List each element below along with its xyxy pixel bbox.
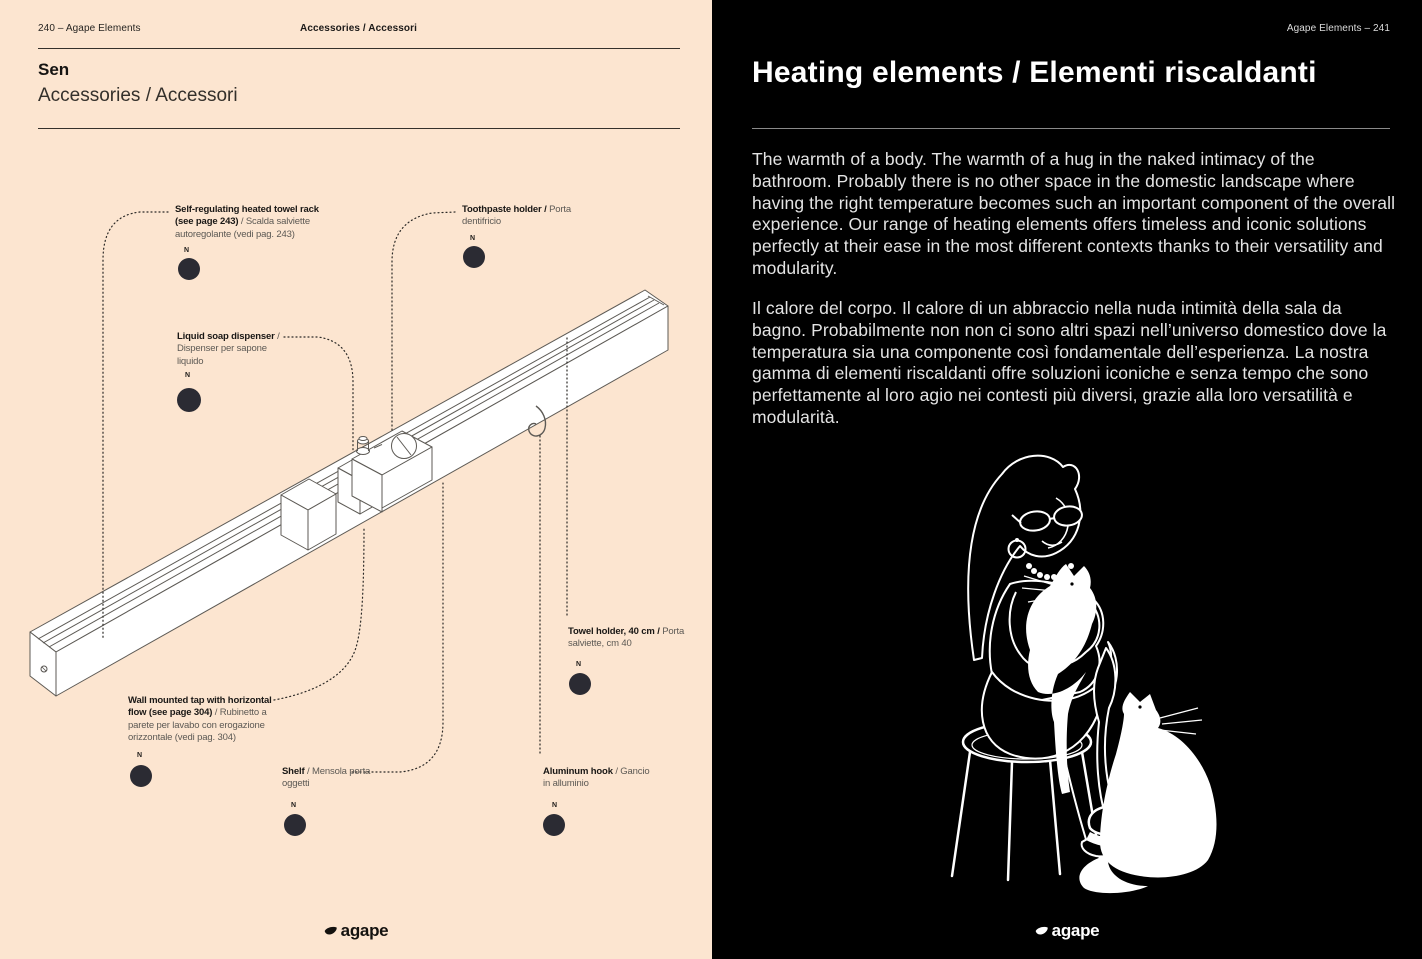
finish-code: N xyxy=(470,235,476,242)
section-title: Heating elements / Elementi riscaldanti xyxy=(752,56,1317,89)
finish-swatch xyxy=(463,246,485,268)
label-soap-dispenser: Liquid soap dispenser / Dispenser per sapone liquido xyxy=(177,331,280,367)
finish-swatch xyxy=(178,258,200,280)
intro-paragraph-en: The warmth of a body. The warmth of a hug in the naked intimacy of the bathroom. Probably there is no other space in the domestic landscape where having the right temperature becomes such an important component of the overall experience. Our range of heating elements offers timeless and iconic solutions perfectly at their ease in the most different contexts thanks to their versatility and modularity. xyxy=(752,149,1396,278)
agape-logo-text: agape xyxy=(340,921,389,940)
page-number-left: 240 – Agape Elements xyxy=(38,23,141,34)
finish-code: N xyxy=(137,752,143,759)
label-towel-holder: Towel holder, 40 cm / Porta salviette, cm 40 xyxy=(568,626,685,650)
finish-swatch xyxy=(177,388,201,412)
finish-swatch xyxy=(130,765,152,787)
agape-logo-text: agape xyxy=(1051,921,1100,940)
finish-code: N xyxy=(552,802,558,809)
agape-leaf-icon xyxy=(1035,926,1049,937)
label-aluminum-hook: Aluminum hook / Gancio in alluminio xyxy=(543,766,650,790)
running-head-left: Accessories / Accessori xyxy=(300,23,418,34)
page-right-heating-elements xyxy=(712,0,1422,959)
woman-with-cats-illustration xyxy=(712,0,1422,959)
intro-paragraph-it: Il calore del corpo. Il calore di un abbraccio nella nuda intimità della sala da bagno. Probabilmente non non ci sono altri spazi nell’universo domestico dove la temperatura sia una componente così fondamentale dell’esperienza. La nostra gamma di elementi riscaldanti offre soluzioni iconiche e senza tempo che sono perfettamente al loro agio nei contesti più diversi, grazie alla loro versatilità e modularità. xyxy=(752,298,1387,427)
finish-code: N xyxy=(185,372,191,379)
page-title: Sen xyxy=(38,60,70,79)
finish-code: N xyxy=(291,802,297,809)
page-number-right: Agape Elements – 241 xyxy=(1286,23,1390,34)
finish-code: N xyxy=(576,661,582,668)
label-toothpaste-holder: Toothpaste holder / Porta dentifricio xyxy=(462,204,572,228)
label-towel-rack: Self-regulating heated towel rack (see page 243) / Scalda salviette autoregolante (vedi pag. 243) xyxy=(175,204,319,240)
finish-swatch xyxy=(543,814,565,836)
label-shelf: Shelf / Mensola porta oggetti xyxy=(282,766,371,790)
page-subtitle: Accessories / Accessori xyxy=(38,85,238,106)
agape-logo xyxy=(324,921,389,941)
agape-logo xyxy=(1035,921,1100,941)
label-wall-tap: Wall mounted tap with horizontal flow (see page 304) / Rubinetto a parete per lavabo con erogazione orizzontale (vedi pag. 304) xyxy=(128,695,272,744)
finish-swatch xyxy=(284,814,306,836)
finish-swatch xyxy=(569,673,591,695)
finish-code: N xyxy=(184,247,190,254)
agape-leaf-icon xyxy=(324,926,338,937)
